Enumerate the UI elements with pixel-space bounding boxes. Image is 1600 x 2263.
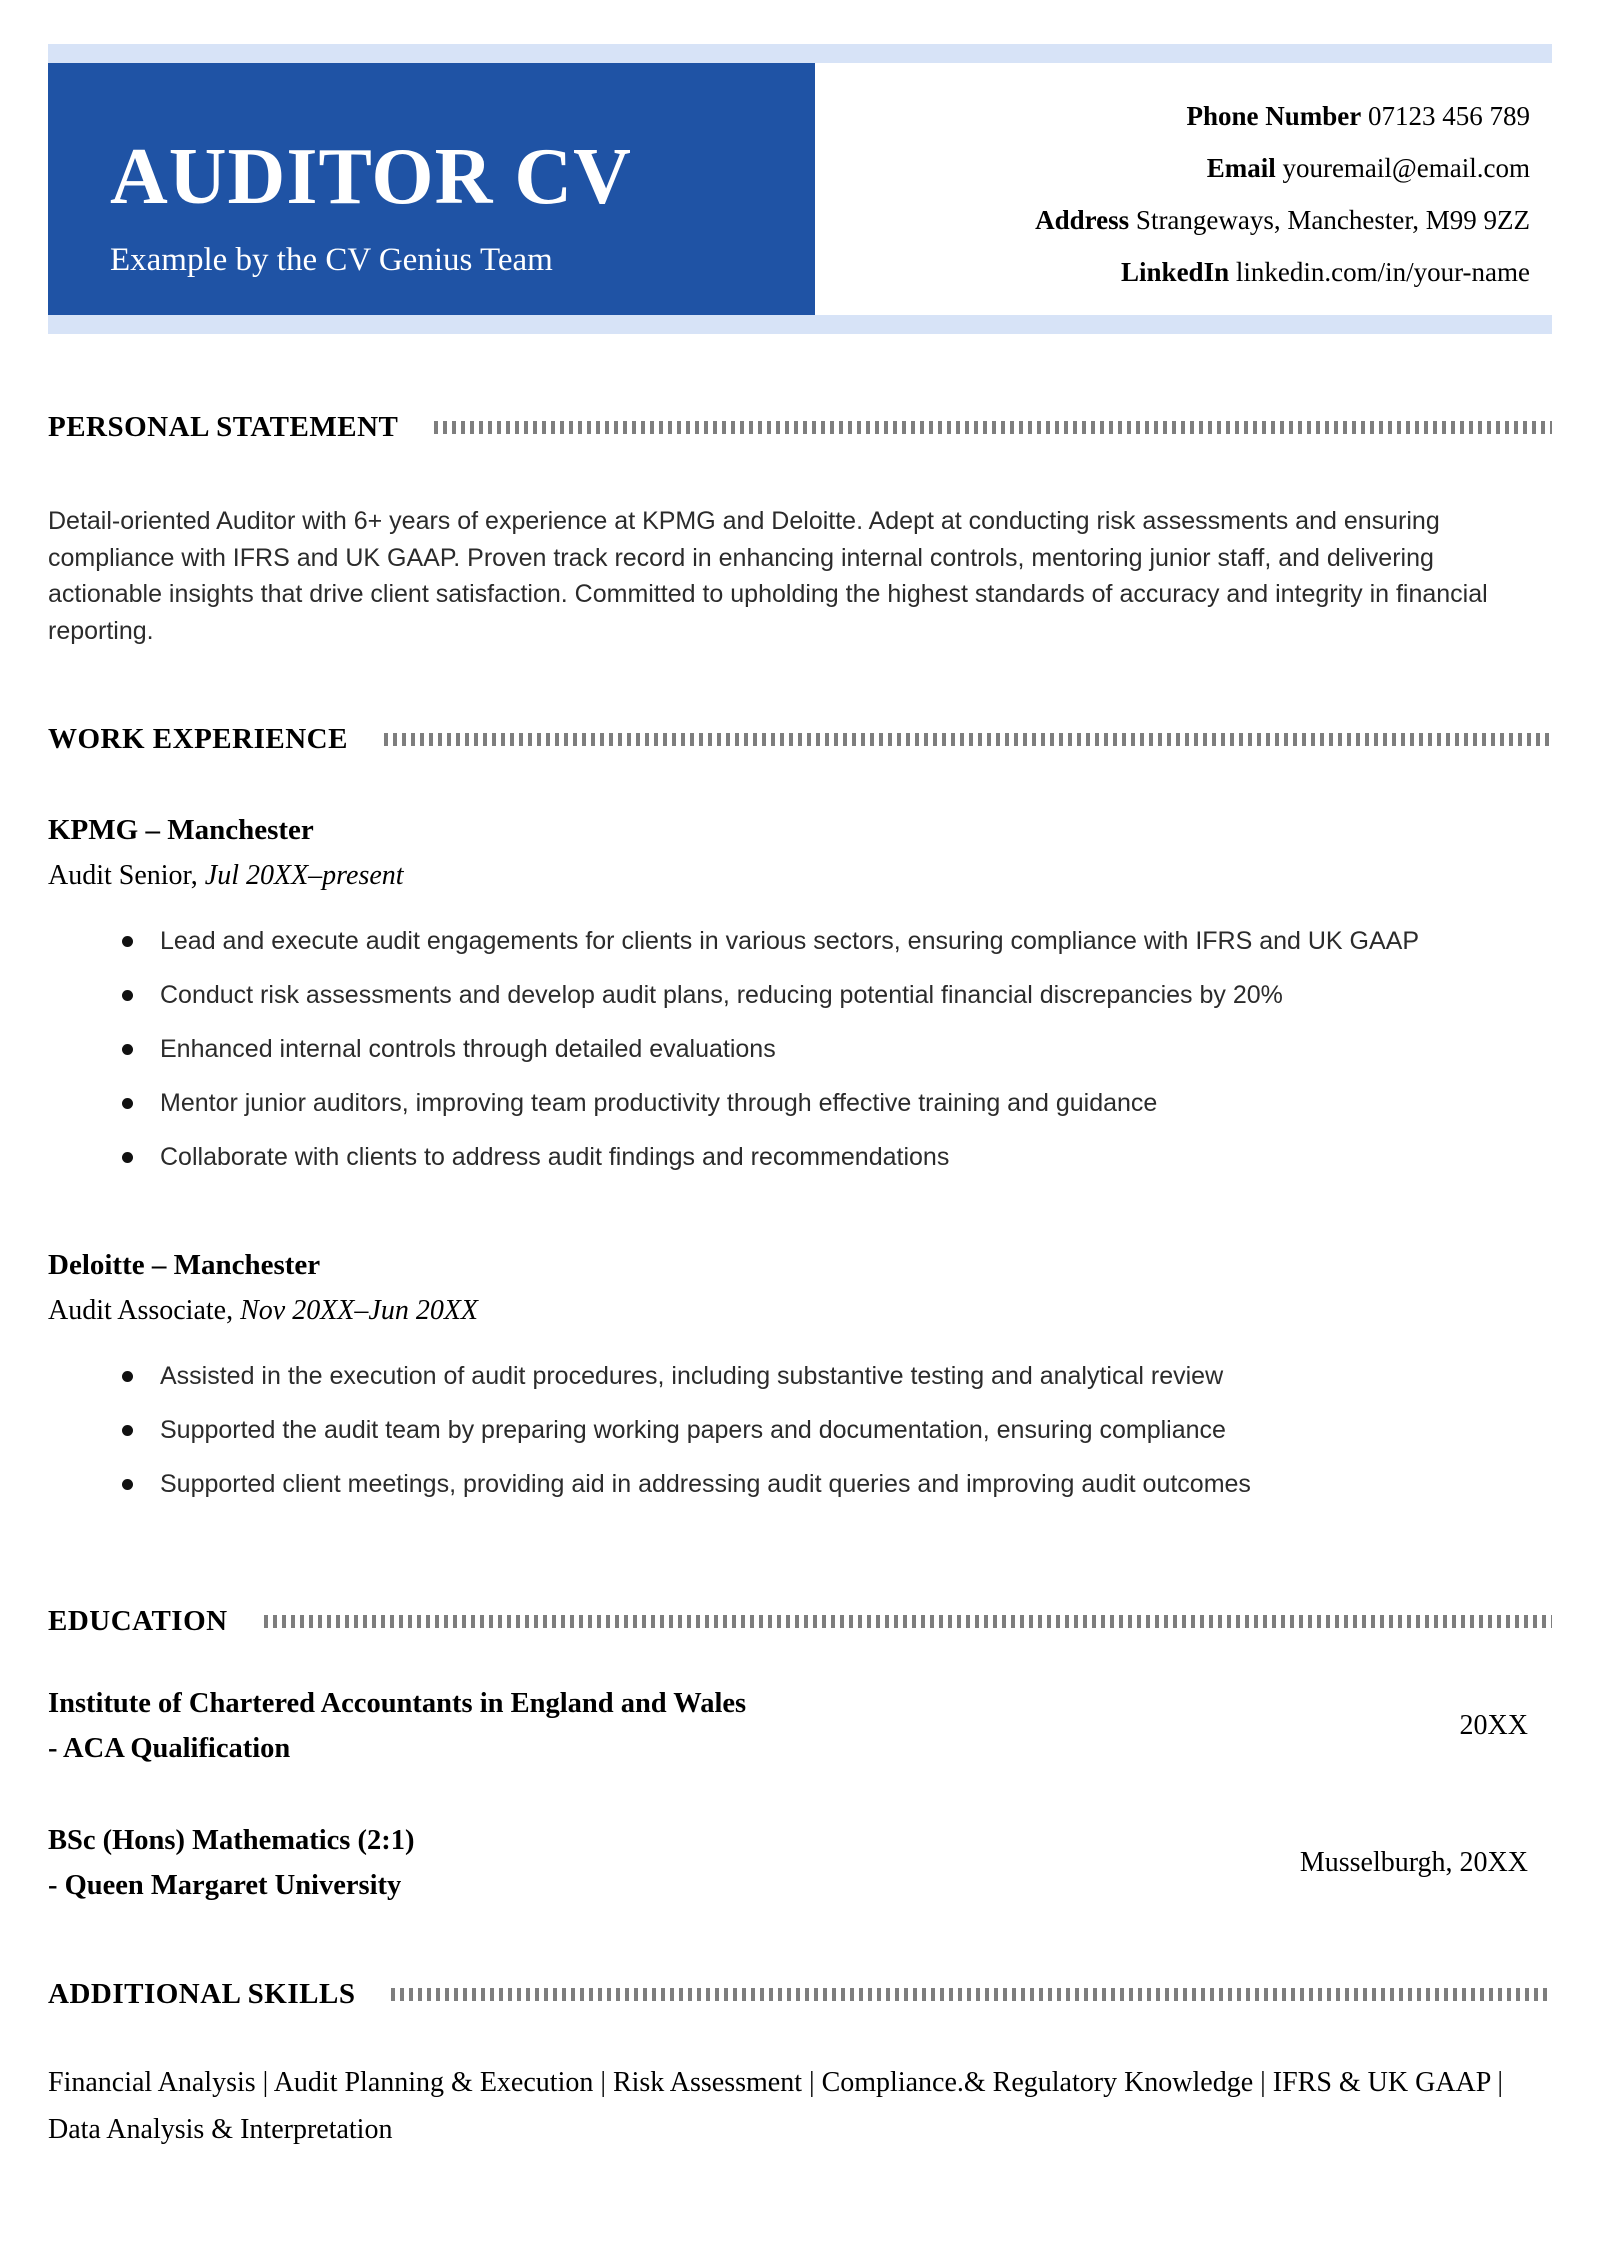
job-company: KPMG – Manchester xyxy=(48,814,314,846)
education-item-aca xyxy=(48,1681,1552,1771)
job-role-line xyxy=(48,1292,1552,1330)
education-qualification: - ACA Qualification xyxy=(48,1733,291,1764)
job-company: Deloitte – Manchester xyxy=(48,1249,321,1281)
list-item xyxy=(120,923,1462,960)
header-top-stripe xyxy=(48,44,1552,63)
contact-phone xyxy=(815,90,1530,142)
education-institution: Institute of Chartered Accountants in England and Wales xyxy=(48,1688,747,1719)
bullet-text: Mentor junior auditors, improving team productivity through effective training and guidance xyxy=(160,1089,1158,1117)
list-item xyxy=(120,1466,1462,1503)
job-dates: Nov 20XX–Jun 20XX xyxy=(240,1295,479,1326)
page-title: AUDITOR CV xyxy=(110,133,632,221)
education-titles xyxy=(48,1818,414,1908)
list-item xyxy=(120,977,1462,1014)
job-bullet-list xyxy=(120,923,1552,1176)
list-item xyxy=(120,1412,1462,1449)
education-institution: - Queen Margaret University xyxy=(48,1870,402,1901)
job-kpmg xyxy=(48,813,1552,1176)
education-date: 20XX xyxy=(1459,1710,1528,1741)
contact-address-value: Strangeways, Manchester, M99 9ZZ xyxy=(1135,205,1530,235)
job-role: Audit Senior, xyxy=(48,860,198,891)
list-item xyxy=(120,1031,1462,1068)
bullet-text: Lead and execute audit engagements for clients in various sectors, ensuring compliance with IFRS and UK GAAP xyxy=(160,927,1420,955)
contact-phone-label: Phone Number xyxy=(1186,101,1362,131)
contact-email-value: youremail@email.com xyxy=(1282,153,1530,183)
list-item xyxy=(120,1085,1462,1122)
section-personal-statement-header xyxy=(48,409,1552,445)
personal-statement-text: Detail-oriented Auditor with 6+ years of experience at KPMG and Deloitte. Adept at conducting risk assessments and ensuring compliance with IFRS and UK GAAP. Proven track record in enhancing internal controls, mentoring junior staff, and delivering actionable insights that drive client satisfaction. Committed to upholding the highest standards of accuracy and integrity in financial reporting. xyxy=(48,507,1488,645)
header xyxy=(48,63,1552,315)
contact-email-label: Email xyxy=(1206,153,1276,183)
contact-linkedin-value: linkedin.com/in/your-name xyxy=(1235,257,1530,287)
page-subtitle: Example by the CV Genius Team xyxy=(110,242,553,278)
job-dates: Jul 20XX–present xyxy=(204,860,404,891)
bullet-text: Conduct risk assessments and develop audit plans, reducing potential financial discrepancies by 20% xyxy=(160,981,1283,1009)
contact-address xyxy=(815,194,1530,246)
job-role-line xyxy=(48,857,1552,895)
header-bottom-stripe xyxy=(48,315,1552,334)
job-bullet-list xyxy=(120,1358,1552,1503)
contact-info xyxy=(815,63,1552,315)
education-qualification: BSc (Hons) Mathematics (2:1) xyxy=(48,1825,415,1856)
bullet-text: Enhanced internal controls through detailed evaluations xyxy=(160,1035,776,1063)
bullet-text: Supported client meetings, providing aid in addressing audit queries and improving audit outcomes xyxy=(160,1470,1251,1498)
contact-linkedin-label: LinkedIn xyxy=(1121,257,1230,287)
additional-skills-text: Financial Analysis | Audit Planning & Execution | Risk Assessment | Compliance.& Regulatory Knowledge | IFRS & UK GAAP | Data Analysis & Interpretation xyxy=(48,2067,1503,2145)
section-heading-education: EDUCATION xyxy=(48,1605,228,1637)
list-item xyxy=(120,1358,1462,1395)
section-additional-skills-header xyxy=(48,1976,1552,2012)
list-item xyxy=(120,1139,1462,1176)
education-item-bsc xyxy=(48,1818,1552,1908)
section-heading-work-experience: WORK EXPERIENCE xyxy=(48,723,348,755)
title-banner xyxy=(48,63,815,315)
section-work-experience-header xyxy=(48,721,1552,757)
contact-linkedin xyxy=(815,246,1530,298)
contact-address-label: Address xyxy=(1035,205,1130,235)
dotted-rule xyxy=(391,1988,1552,2001)
section-heading-additional-skills: ADDITIONAL SKILLS xyxy=(48,1978,356,2010)
job-role: Audit Associate, xyxy=(48,1295,234,1326)
section-education-header xyxy=(48,1603,1552,1639)
job-deloitte xyxy=(48,1248,1552,1503)
dotted-rule xyxy=(384,733,1552,746)
bullet-text: Collaborate with clients to address audit findings and recommendations xyxy=(160,1143,950,1171)
contact-email xyxy=(815,142,1530,194)
bullet-text: Assisted in the execution of audit procedures, including substantive testing and analytical review xyxy=(160,1362,1224,1390)
bullet-text: Supported the audit team by preparing working papers and documentation, ensuring compliance xyxy=(160,1416,1226,1444)
section-heading-personal-statement: PERSONAL STATEMENT xyxy=(48,411,399,443)
education-titles xyxy=(48,1681,746,1771)
education-date: Musselburgh, 20XX xyxy=(1299,1847,1528,1878)
contact-phone-value: 07123 456 789 xyxy=(1368,101,1530,131)
dotted-rule xyxy=(264,1615,1552,1628)
dotted-rule xyxy=(434,421,1552,434)
